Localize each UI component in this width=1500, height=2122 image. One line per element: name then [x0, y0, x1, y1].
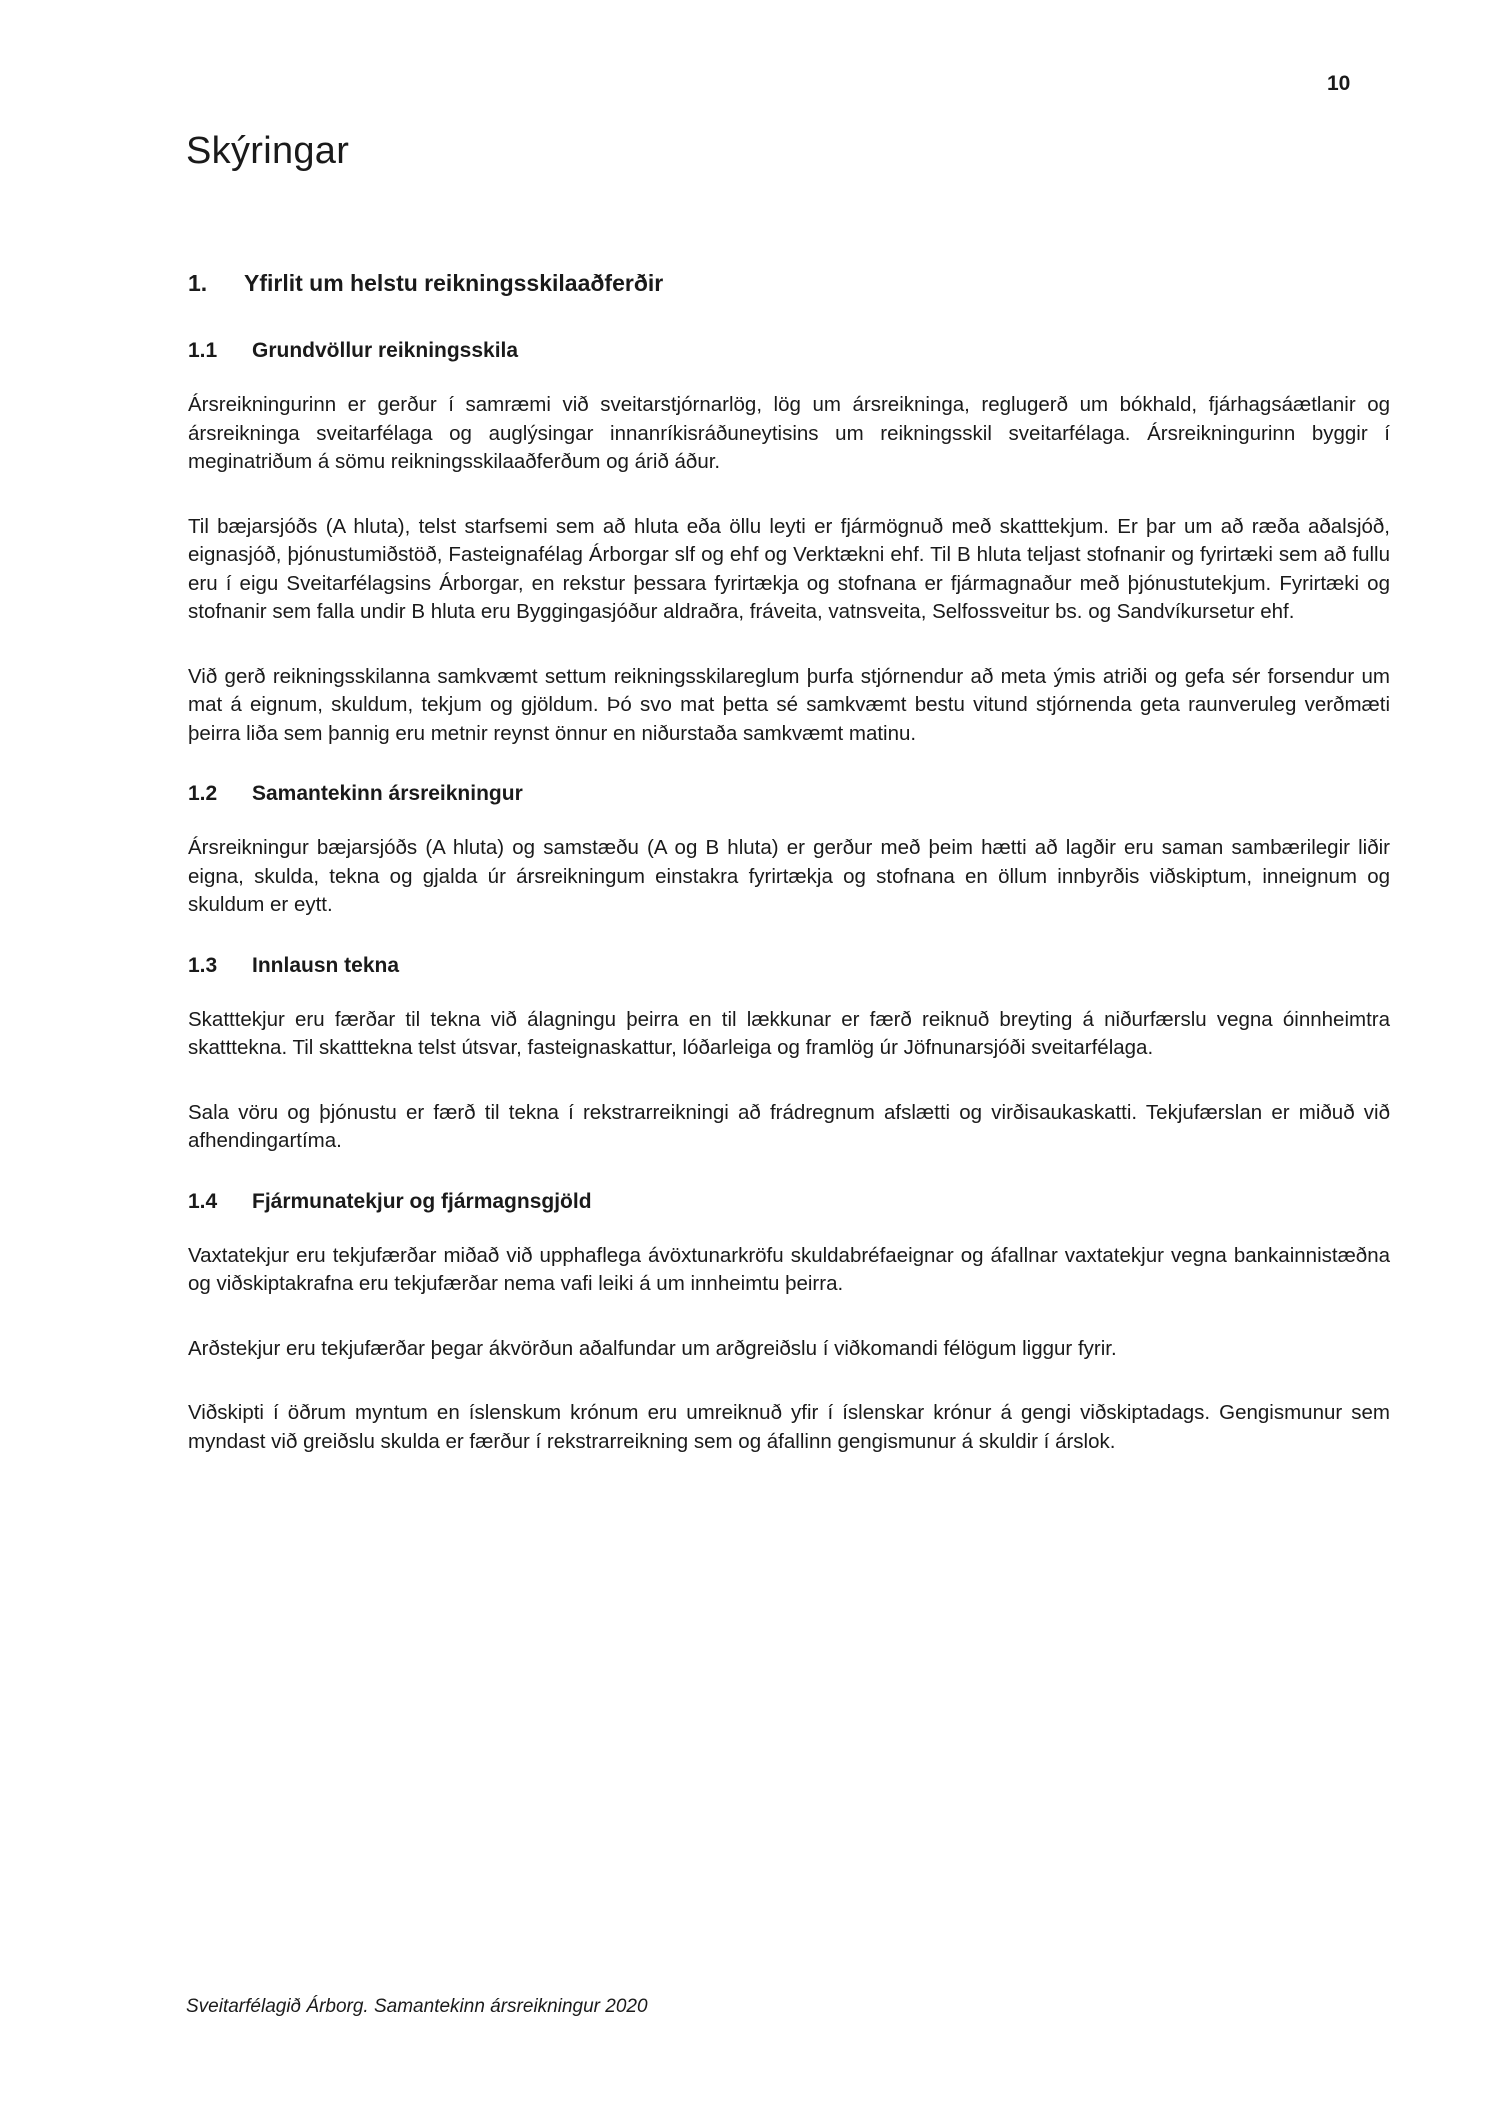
paragraph: Vaxtatekjur eru tekjufærðar miðað við upphaflega ávöxtunarkröfu skuldabréfaeignar og áfallnar vaxtatekjur vegna bankainnistæðna og viðskiptakrafna eru tekjufærðar nema vafi leiki á um innheimtu þeirra.	[188, 1243, 1390, 1295]
paragraph: Ársreikningurinn er gerður í samræmi við sveitarstjórnarlög, lög um ársreikninga, reglugerð um bókhald, fjárhagsáætlanir og ársreikninga sveitarfélaga og auglýsingar innanríkisráðuneytisins um reikningsskil sveitarfélaga. Ársreikningurinn byggir í meginatriðum á sömu reikningsskilaaðferðum og árið áður.	[188, 393, 1390, 473]
paragraph: Viðskipti í öðrum myntum en íslenskum krónum eru umreiknuð yfir í íslenskar krónur á gengi viðskiptadags. Gengismunur sem myndast við greiðslu skulda er færður í rekstrarreikning sem og áfallinn gengismunur á skuldir í árslok.	[188, 1401, 1390, 1453]
subsection-title: Innlausn tekna	[252, 953, 400, 977]
paragraph: Arðstekjur eru tekjufærðar þegar ákvörðun aðalfundar um arðgreiðslu í viðkomandi félögum liggur fyrir.	[188, 1336, 1117, 1360]
subsection-title: Grundvöllur reikningsskila	[252, 339, 519, 362]
paragraph: Til bæjarsjóðs (A hluta), telst starfsemi sem að hluta eða öllu leyti er fjármögnuð með skatttekjum. Er þar um að ræða aðalsjóð, eignasjóð, þjónustumiðstöð, Fasteignafélag Árborgar slf og ehf og Verktækni ehf. Til B hluta teljast stofnanir og fyrirtæki sem að fullu eru í eigu Sveitarfélagsins Árborgar, en rekstur þessara fyrirtækja og stofnana er fjármagnaður með þjónustutekjum. Fyrirtæki og stofnanir sem falla undir B hluta eru Byggingasjóður aldraðra, fráveita, vatnsveita, Selfossveitur bs. og Sandvíkursetur ehf.	[188, 514, 1390, 623]
section-heading	[188, 270, 1390, 297]
page-footer: Sveitarfélagið Árborg. Samantekinn ársreikningur 2020	[186, 1996, 648, 2017]
subsection-number: 1.3	[188, 953, 218, 977]
paragraph: Ársreikningur bæjarsjóðs (A hluta) og samstæðu (A og B hluta) er gerður með þeim hætti að lagðir eru saman sambærilegir liðir eigna, skulda, tekna og gjalda úr ársreikningum einstakra fyrirtækja og stofnana en öllum innbyrðis viðskiptum, inneignum og skuldum er eytt.	[188, 836, 1390, 916]
page-number: 10	[1327, 72, 1351, 95]
page-title: Skýringar	[186, 130, 350, 172]
paragraph: Við gerð reikningsskilanna samkvæmt settum reikningsskilareglum þurfa stjórnendur að meta ýmis atriði og gefa sér forsendur um mat á eignum, skuldum, tekjum og gjöldum. Þó svo mat þetta sé samkvæmt bestu vitund stjórnenda geta raunveruleg verðmæti þeirra liða sem þannig eru metnir reynst önnur en niðurstaða samkvæmt matinu.	[188, 664, 1390, 745]
section-title: Yfirlit um helstu reikningsskilaaðferðir	[244, 270, 664, 296]
section-number: 1.	[188, 270, 208, 296]
subsection-number: 1.2	[188, 782, 218, 805]
paragraph: Sala vöru og þjónustu er færð til tekna í rekstrarreikningi að frádregnum afslætti og virðisaukaskatti. Tekjufærslan er miðuð við afhendingartíma.	[188, 1100, 1390, 1152]
subsection-heading	[188, 339, 1390, 363]
document-body	[188, 270, 1390, 1456]
paragraph: Skatttekjur eru færðar til tekna við álagningu þeirra en til lækkunar er færð reiknuð breyting á niðurfærslu vegna óinnheimtra skatttekna. Til skatttekna telst útsvar, fasteignaskattur, lóðarleiga og framlög úr Jöfnunarsjóði sveitarfélaga.	[188, 1007, 1390, 1059]
subsection-number: 1.1	[188, 339, 218, 362]
subsection-heading	[188, 954, 1390, 978]
subsection-number: 1.4	[188, 1189, 218, 1213]
subsection-heading	[188, 1190, 1390, 1214]
subsection-heading	[188, 782, 1390, 806]
subsection-title: Samantekinn ársreikningur	[252, 782, 523, 805]
subsection-title: Fjármunatekjur og fjármagnsgjöld	[252, 1189, 592, 1213]
